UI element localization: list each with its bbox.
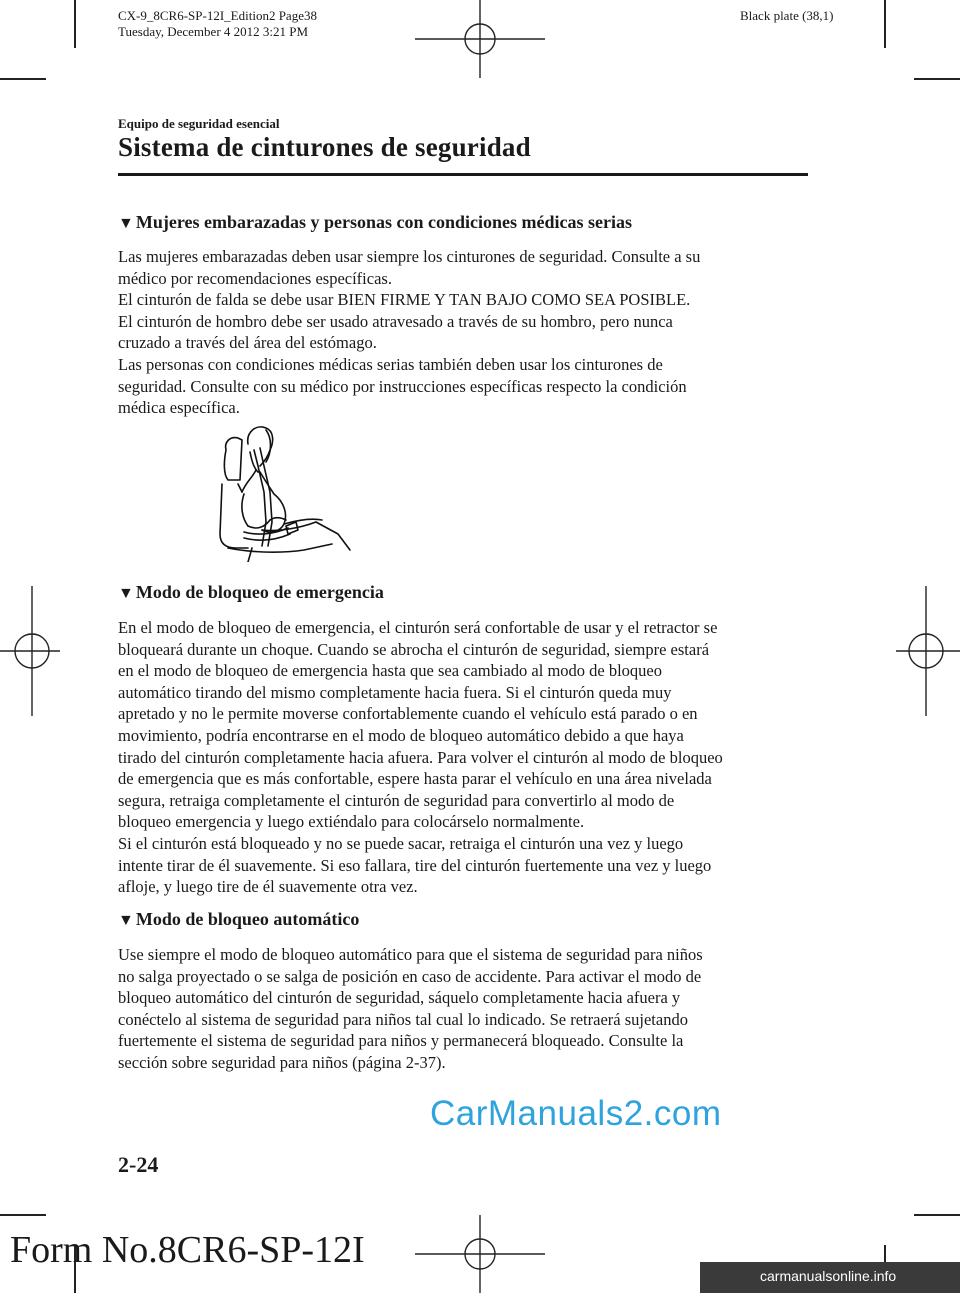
text-line: de emergencia que es más confortable, espere hasta parar el vehículo en una área nivelada — [118, 769, 712, 789]
text-line: automático tirando del mismo completamente hacia fuera. Si el cinturón queda muy — [118, 682, 672, 702]
text-line: médica específica. — [118, 398, 240, 418]
print-meta-line2: Tuesday, December 4 2012 3:21 PM — [118, 24, 309, 39]
text-line: El cinturón de falda se debe usar BIEN FIRME Y TAN BAJO COMO SEA POSIBLE. — [118, 290, 691, 310]
paragraph-automatic-lock — [118, 944, 808, 1074]
watermark-text: CarManuals2.com — [430, 1094, 722, 1133]
text-line: conéctelo al sistema de seguridad para niños tal cual lo indicado. Se retraerá sujetando — [118, 1009, 688, 1029]
text-line: Use siempre el modo de bloqueo automático para que el sistema de seguridad para niños — [118, 945, 703, 964]
crop-mark-br-h — [914, 1214, 960, 1216]
text-line: movimiento, podría encontrarse en el modo de bloqueo automático debido a que haya — [118, 725, 684, 745]
crop-mark-tr-v — [884, 0, 886, 48]
footer-watermark: carmanualsonline.info — [760, 1268, 897, 1284]
text-line: bloqueo emergencia y luego extiéndalo para colocárselo normalmente. — [118, 812, 585, 832]
form-number: Form No.8CR6-SP-12I — [10, 1229, 365, 1271]
registration-mark-right — [896, 586, 960, 716]
text-line: médico por recomendaciones específicas. — [118, 268, 392, 288]
heading-automatic-lock — [118, 909, 359, 930]
text-line: sección sobre seguridad para niños (página 2-37). — [118, 1052, 446, 1072]
section-label: Equipo de seguridad esencial — [118, 116, 280, 131]
page-number: 2-24 — [118, 1152, 159, 1177]
crop-mark-tr-h — [914, 78, 960, 80]
registration-mark-top — [415, 0, 545, 78]
registration-mark-bottom — [415, 1215, 545, 1293]
text-line: no salga proyectado o se salga de posición en caso de accidente. Para activar el modo de — [118, 966, 702, 986]
paragraph-pregnant — [118, 246, 808, 419]
heading-text: Modo de bloqueo automático — [135, 909, 360, 929]
heading-text: Mujeres embarazadas y personas con condiciones médicas serias — [135, 212, 632, 232]
text-line: en el modo de bloqueo de emergencia hasta que sea cambiado al modo de bloqueo — [118, 661, 663, 681]
heading-text: Modo de bloqueo de emergencia — [135, 582, 384, 602]
heading-emergency-lock — [118, 582, 384, 603]
heading-pregnant — [118, 212, 632, 233]
text-line: Si el cinturón está bloqueado y no se puede sacar, retraiga el cinturón una vez y luego — [118, 833, 684, 853]
text-line: bloqueará durante un choque. Cuando se abrocha el cinturón de seguridad, siempre estará — [118, 639, 710, 659]
plate-label: Black plate (38,1) — [740, 8, 834, 23]
text-line: Las personas con condiciones médicas serias también deben usar los cinturones de — [118, 354, 663, 374]
text-line: segura, retraiga completamente el cinturón de seguridad para convertirlo al modo de — [118, 790, 675, 810]
text-line: cruzado a través del área del estómago. — [118, 333, 377, 353]
print-meta-line1: CX-9_8CR6-SP-12I_Edition2 Page38 — [118, 8, 317, 23]
pregnant-seatbelt-illustration — [208, 422, 358, 562]
crop-mark-bl-h — [0, 1214, 46, 1216]
crop-mark-tl-h — [0, 78, 46, 80]
crop-mark-tl-v — [74, 0, 76, 48]
text-line: apretado y no le permite moverse confortablemente cuando el vehículo está parado o en — [118, 704, 698, 724]
paragraph-emergency-lock — [118, 617, 808, 898]
text-line: En el modo de bloqueo de emergencia, el cinturón será confortable de usar y el retractor se — [118, 618, 718, 637]
registration-mark-left — [0, 586, 60, 716]
text-line: seguridad. Consulte con su médico por instrucciones específicas respecto la condición — [118, 376, 687, 396]
triangle-bullet-icon: ▼ — [118, 912, 134, 929]
text-line: tirado del cinturón completamente hacia afuera. Para volver el cinturón al modo de bloqueo — [118, 747, 723, 767]
text-line: El cinturón de hombro debe ser usado atravesado a través de su hombro, pero nunca — [118, 311, 673, 331]
text-line: bloqueo automático del cinturón de seguridad, sáquelo completamente hacia afuera y — [118, 988, 681, 1008]
triangle-bullet-icon: ▼ — [118, 215, 134, 232]
text-line: intente tirar de él suavemente. Si eso fallara, tire del cinturón fuertemente una vez y luego — [118, 855, 712, 875]
title-rule — [118, 173, 808, 176]
triangle-bullet-icon: ▼ — [118, 585, 134, 602]
text-line: fuertemente el sistema de seguridad para niños y permanecerá bloqueado. Consulte la — [118, 1031, 684, 1051]
print-meta — [118, 8, 317, 40]
page-title: Sistema de cinturones de seguridad — [118, 132, 531, 162]
text-line: afloje, y luego tire de él suavemente otra vez. — [118, 877, 418, 897]
text-line: Las mujeres embarazadas deben usar siempre los cinturones de seguridad. Consulte a su — [118, 247, 701, 266]
